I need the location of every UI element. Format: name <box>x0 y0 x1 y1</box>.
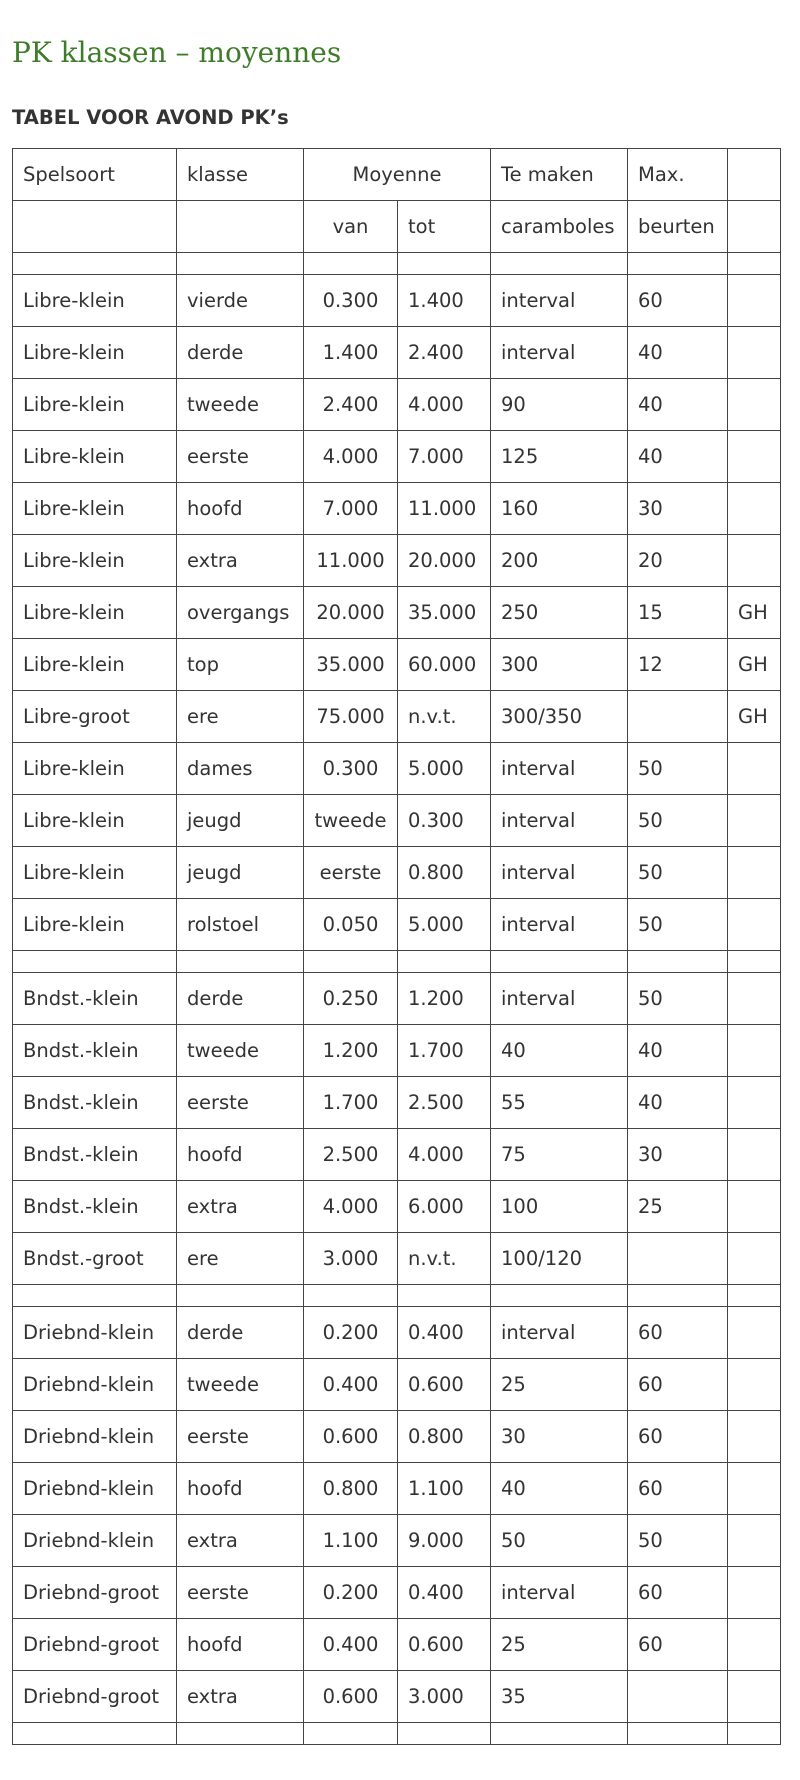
cell-beurten: 15 <box>628 587 728 639</box>
cell-tot: 11.000 <box>398 483 491 535</box>
cell-note: GH <box>728 587 781 639</box>
cell-caramboles: interval <box>491 973 628 1025</box>
spacer-cell <box>13 253 177 275</box>
cell-caramboles: 300/350 <box>491 691 628 743</box>
cell-tot: 5.000 <box>398 899 491 951</box>
spacer-cell <box>177 253 304 275</box>
cell-klasse: eerste <box>177 1077 304 1129</box>
cell-note <box>728 1025 781 1077</box>
cell-note <box>728 483 781 535</box>
cell-beurten: 40 <box>628 327 728 379</box>
spacer-cell <box>491 253 628 275</box>
cell-note <box>728 1129 781 1181</box>
cell-klasse: top <box>177 639 304 691</box>
cell-van: 1.200 <box>304 1025 398 1077</box>
subheader-cell <box>13 201 177 253</box>
spacer-cell <box>177 1723 304 1745</box>
spacer-cell <box>13 1285 177 1307</box>
spacer-cell <box>13 1723 177 1745</box>
spacer-cell <box>304 1723 398 1745</box>
header-row <box>13 149 781 201</box>
cell-spelsoort: Libre-klein <box>13 795 177 847</box>
cell-note <box>728 1515 781 1567</box>
cell-spelsoort: Driebnd-klein <box>13 1463 177 1515</box>
cell-klasse: hoofd <box>177 1129 304 1181</box>
spacer-row <box>13 253 781 275</box>
cell-caramboles: 25 <box>491 1359 628 1411</box>
cell-tot: n.v.t. <box>398 1233 491 1285</box>
cell-spelsoort: Libre-klein <box>13 431 177 483</box>
spacer-cell <box>13 951 177 973</box>
table-row <box>13 1411 781 1463</box>
table-row <box>13 1307 781 1359</box>
cell-spelsoort: Bndst.-klein <box>13 1077 177 1129</box>
spacer-cell <box>398 253 491 275</box>
cell-klasse: vierde <box>177 275 304 327</box>
cell-note <box>728 379 781 431</box>
cell-van: 0.400 <box>304 1359 398 1411</box>
cell-caramboles: interval <box>491 1567 628 1619</box>
table-row <box>13 1233 781 1285</box>
cell-tot: 2.400 <box>398 327 491 379</box>
cell-van: 0.400 <box>304 1619 398 1671</box>
cell-van: 0.200 <box>304 1307 398 1359</box>
subheader-cell-beurten: beurten <box>628 201 728 253</box>
cell-note: GH <box>728 691 781 743</box>
cell-van: 2.400 <box>304 379 398 431</box>
cell-tot: 1.100 <box>398 1463 491 1515</box>
cell-note <box>728 275 781 327</box>
cell-van: tweede <box>304 795 398 847</box>
cell-van: 20.000 <box>304 587 398 639</box>
cell-caramboles: interval <box>491 847 628 899</box>
cell-spelsoort: Bndst.-klein <box>13 1025 177 1077</box>
cell-klasse: extra <box>177 1671 304 1723</box>
cell-beurten: 12 <box>628 639 728 691</box>
table-row <box>13 1025 781 1077</box>
cell-spelsoort: Bndst.-klein <box>13 1181 177 1233</box>
cell-van: 2.500 <box>304 1129 398 1181</box>
table-row <box>13 1463 781 1515</box>
cell-klasse: derde <box>177 1307 304 1359</box>
cell-note: GH <box>728 639 781 691</box>
cell-caramboles: interval <box>491 1307 628 1359</box>
cell-beurten: 50 <box>628 795 728 847</box>
cell-spelsoort: Libre-klein <box>13 275 177 327</box>
spacer-cell <box>628 951 728 973</box>
cell-note <box>728 1181 781 1233</box>
cell-caramboles: 250 <box>491 587 628 639</box>
spacer-row <box>13 1723 781 1745</box>
cell-beurten: 50 <box>628 847 728 899</box>
cell-note <box>728 1307 781 1359</box>
cell-beurten: 60 <box>628 1463 728 1515</box>
spacer-cell <box>304 1285 398 1307</box>
cell-caramboles: 100/120 <box>491 1233 628 1285</box>
spacer-cell <box>398 1285 491 1307</box>
table-row <box>13 899 781 951</box>
cell-tot: 35.000 <box>398 587 491 639</box>
cell-caramboles: 35 <box>491 1671 628 1723</box>
cell-tot: 6.000 <box>398 1181 491 1233</box>
cell-beurten <box>628 1233 728 1285</box>
cell-caramboles: 90 <box>491 379 628 431</box>
spacer-row <box>13 951 781 973</box>
subheader-cell-van: van <box>304 201 398 253</box>
cell-klasse: derde <box>177 327 304 379</box>
table-row <box>13 1515 781 1567</box>
cell-beurten: 50 <box>628 973 728 1025</box>
table-row <box>13 743 781 795</box>
cell-van: 0.250 <box>304 973 398 1025</box>
cell-tot: 1.400 <box>398 275 491 327</box>
cell-spelsoort: Bndst.-groot <box>13 1233 177 1285</box>
spacer-row <box>13 1285 781 1307</box>
spacer-cell <box>491 951 628 973</box>
cell-tot: 1.200 <box>398 973 491 1025</box>
table-row <box>13 379 781 431</box>
table-row <box>13 973 781 1025</box>
cell-spelsoort: Libre-klein <box>13 899 177 951</box>
cell-van: 4.000 <box>304 1181 398 1233</box>
cell-tot: 4.000 <box>398 1129 491 1181</box>
cell-tot: n.v.t. <box>398 691 491 743</box>
cell-tot: 0.400 <box>398 1307 491 1359</box>
cell-spelsoort: Libre-klein <box>13 743 177 795</box>
cell-van: eerste <box>304 847 398 899</box>
cell-spelsoort: Libre-klein <box>13 847 177 899</box>
cell-spelsoort: Libre-klein <box>13 483 177 535</box>
subheader-cell <box>728 201 781 253</box>
cell-van: 3.000 <box>304 1233 398 1285</box>
cell-spelsoort: Libre-klein <box>13 535 177 587</box>
header-cell-spelsoort: Spelsoort <box>13 149 177 201</box>
cell-tot: 5.000 <box>398 743 491 795</box>
cell-spelsoort: Driebnd-klein <box>13 1515 177 1567</box>
cell-caramboles: 55 <box>491 1077 628 1129</box>
table-row <box>13 275 781 327</box>
cell-beurten: 40 <box>628 1077 728 1129</box>
header-cell-moyenne: Moyenne <box>304 149 491 201</box>
cell-note <box>728 847 781 899</box>
cell-caramboles: 40 <box>491 1463 628 1515</box>
page-title: PK klassen – moyennes <box>12 36 342 69</box>
cell-beurten <box>628 691 728 743</box>
cell-klasse: eerste <box>177 1411 304 1463</box>
cell-caramboles: interval <box>491 327 628 379</box>
cell-caramboles: 25 <box>491 1619 628 1671</box>
cell-spelsoort: Libre-klein <box>13 379 177 431</box>
cell-van: 0.600 <box>304 1671 398 1723</box>
cell-beurten: 60 <box>628 1619 728 1671</box>
cell-tot: 0.400 <box>398 1567 491 1619</box>
section-heading: TABEL VOOR AVOND PK’s <box>12 106 289 129</box>
cell-spelsoort: Driebnd-klein <box>13 1411 177 1463</box>
cell-van: 0.200 <box>304 1567 398 1619</box>
cell-caramboles: 40 <box>491 1025 628 1077</box>
cell-note <box>728 1077 781 1129</box>
spacer-cell <box>728 253 781 275</box>
cell-caramboles: 30 <box>491 1411 628 1463</box>
header-cell-max: Max. <box>628 149 728 201</box>
cell-van: 0.050 <box>304 899 398 951</box>
cell-note <box>728 1671 781 1723</box>
cell-note <box>728 973 781 1025</box>
cell-klasse: extra <box>177 535 304 587</box>
cell-van: 1.400 <box>304 327 398 379</box>
spacer-cell <box>398 951 491 973</box>
cell-spelsoort: Libre-klein <box>13 327 177 379</box>
cell-beurten <box>628 1671 728 1723</box>
cell-caramboles: interval <box>491 899 628 951</box>
spacer-cell <box>304 951 398 973</box>
cell-tot: 0.800 <box>398 847 491 899</box>
cell-note <box>728 743 781 795</box>
cell-klasse: tweede <box>177 1025 304 1077</box>
table-row <box>13 795 781 847</box>
cell-note <box>728 795 781 847</box>
table-row <box>13 1181 781 1233</box>
header-cell-te-maken: Te maken <box>491 149 628 201</box>
cell-klasse: extra <box>177 1181 304 1233</box>
spacer-cell <box>628 253 728 275</box>
cell-tot: 9.000 <box>398 1515 491 1567</box>
cell-spelsoort: Driebnd-klein <box>13 1359 177 1411</box>
subheader-cell-tot: tot <box>398 201 491 253</box>
cell-note <box>728 431 781 483</box>
cell-note <box>728 1359 781 1411</box>
table-body <box>13 149 781 1745</box>
cell-tot: 3.000 <box>398 1671 491 1723</box>
subheader-cell <box>177 201 304 253</box>
cell-beurten: 20 <box>628 535 728 587</box>
cell-caramboles: 300 <box>491 639 628 691</box>
cell-beurten: 60 <box>628 1567 728 1619</box>
cell-tot: 4.000 <box>398 379 491 431</box>
cell-caramboles: interval <box>491 795 628 847</box>
cell-tot: 0.800 <box>398 1411 491 1463</box>
cell-klasse: rolstoel <box>177 899 304 951</box>
cell-van: 75.000 <box>304 691 398 743</box>
cell-caramboles: 100 <box>491 1181 628 1233</box>
table-row <box>13 1619 781 1671</box>
cell-van: 7.000 <box>304 483 398 535</box>
cell-spelsoort: Driebnd-groot <box>13 1671 177 1723</box>
cell-klasse: ere <box>177 691 304 743</box>
table-row <box>13 431 781 483</box>
spacer-cell <box>398 1723 491 1745</box>
header-cell-extra <box>728 149 781 201</box>
cell-beurten: 60 <box>628 275 728 327</box>
cell-note <box>728 899 781 951</box>
cell-caramboles: 75 <box>491 1129 628 1181</box>
cell-tot: 1.700 <box>398 1025 491 1077</box>
cell-beurten: 40 <box>628 431 728 483</box>
cell-klasse: hoofd <box>177 1619 304 1671</box>
cell-tot: 60.000 <box>398 639 491 691</box>
cell-spelsoort: Libre-klein <box>13 587 177 639</box>
table-row <box>13 639 781 691</box>
header-cell-klasse: klasse <box>177 149 304 201</box>
subheader-row <box>13 201 781 253</box>
cell-klasse: eerste <box>177 1567 304 1619</box>
cell-spelsoort: Driebnd-klein <box>13 1307 177 1359</box>
cell-caramboles: interval <box>491 275 628 327</box>
spacer-cell <box>304 253 398 275</box>
cell-beurten: 25 <box>628 1181 728 1233</box>
cell-note <box>728 1411 781 1463</box>
cell-klasse: eerste <box>177 431 304 483</box>
cell-klasse: dames <box>177 743 304 795</box>
subheader-cell-caramboles: caramboles <box>491 201 628 253</box>
spacer-cell <box>728 951 781 973</box>
cell-spelsoort: Driebnd-groot <box>13 1619 177 1671</box>
cell-beurten: 30 <box>628 1129 728 1181</box>
cell-beurten: 40 <box>628 379 728 431</box>
cell-spelsoort: Driebnd-groot <box>13 1567 177 1619</box>
cell-beurten: 50 <box>628 743 728 795</box>
table-row <box>13 1567 781 1619</box>
cell-beurten: 50 <box>628 899 728 951</box>
spacer-cell <box>628 1285 728 1307</box>
cell-note <box>728 1233 781 1285</box>
cell-note <box>728 535 781 587</box>
cell-caramboles: interval <box>491 743 628 795</box>
cell-van: 4.000 <box>304 431 398 483</box>
cell-tot: 7.000 <box>398 431 491 483</box>
cell-tot: 0.300 <box>398 795 491 847</box>
cell-spelsoort: Bndst.-klein <box>13 1129 177 1181</box>
spacer-cell <box>728 1723 781 1745</box>
cell-van: 1.700 <box>304 1077 398 1129</box>
cell-note <box>728 1567 781 1619</box>
cell-beurten: 60 <box>628 1307 728 1359</box>
cell-beurten: 30 <box>628 483 728 535</box>
cell-van: 0.300 <box>304 275 398 327</box>
cell-van: 1.100 <box>304 1515 398 1567</box>
cell-caramboles: 160 <box>491 483 628 535</box>
spacer-cell <box>491 1285 628 1307</box>
cell-van: 0.600 <box>304 1411 398 1463</box>
spacer-cell <box>177 951 304 973</box>
table-row <box>13 587 781 639</box>
spacer-cell <box>628 1723 728 1745</box>
table-row <box>13 327 781 379</box>
spacer-cell <box>177 1285 304 1307</box>
cell-van: 0.800 <box>304 1463 398 1515</box>
cell-van: 0.300 <box>304 743 398 795</box>
cell-van: 11.000 <box>304 535 398 587</box>
cell-klasse: tweede <box>177 1359 304 1411</box>
cell-klasse: hoofd <box>177 483 304 535</box>
table-row <box>13 1129 781 1181</box>
table-row <box>13 1359 781 1411</box>
table-row <box>13 691 781 743</box>
cell-tot: 0.600 <box>398 1619 491 1671</box>
table-row <box>13 535 781 587</box>
cell-klasse: extra <box>177 1515 304 1567</box>
cell-note <box>728 1619 781 1671</box>
cell-klasse: hoofd <box>177 1463 304 1515</box>
table-row <box>13 1077 781 1129</box>
cell-spelsoort: Bndst.-klein <box>13 973 177 1025</box>
cell-van: 35.000 <box>304 639 398 691</box>
cell-klasse: jeugd <box>177 795 304 847</box>
cell-beurten: 50 <box>628 1515 728 1567</box>
cell-tot: 0.600 <box>398 1359 491 1411</box>
cell-caramboles: 50 <box>491 1515 628 1567</box>
cell-spelsoort: Libre-groot <box>13 691 177 743</box>
cell-tot: 20.000 <box>398 535 491 587</box>
cell-tot: 2.500 <box>398 1077 491 1129</box>
table-row <box>13 847 781 899</box>
cell-beurten: 60 <box>628 1359 728 1411</box>
cell-note <box>728 327 781 379</box>
cell-caramboles: 200 <box>491 535 628 587</box>
cell-klasse: ere <box>177 1233 304 1285</box>
spacer-cell <box>491 1723 628 1745</box>
pk-classes-table <box>12 148 781 1745</box>
cell-klasse: overgangs <box>177 587 304 639</box>
cell-klasse: derde <box>177 973 304 1025</box>
cell-klasse: jeugd <box>177 847 304 899</box>
table-row <box>13 1671 781 1723</box>
cell-beurten: 40 <box>628 1025 728 1077</box>
cell-spelsoort: Libre-klein <box>13 639 177 691</box>
cell-caramboles: 125 <box>491 431 628 483</box>
cell-klasse: tweede <box>177 379 304 431</box>
spacer-cell <box>728 1285 781 1307</box>
cell-beurten: 60 <box>628 1411 728 1463</box>
table-row <box>13 483 781 535</box>
cell-note <box>728 1463 781 1515</box>
